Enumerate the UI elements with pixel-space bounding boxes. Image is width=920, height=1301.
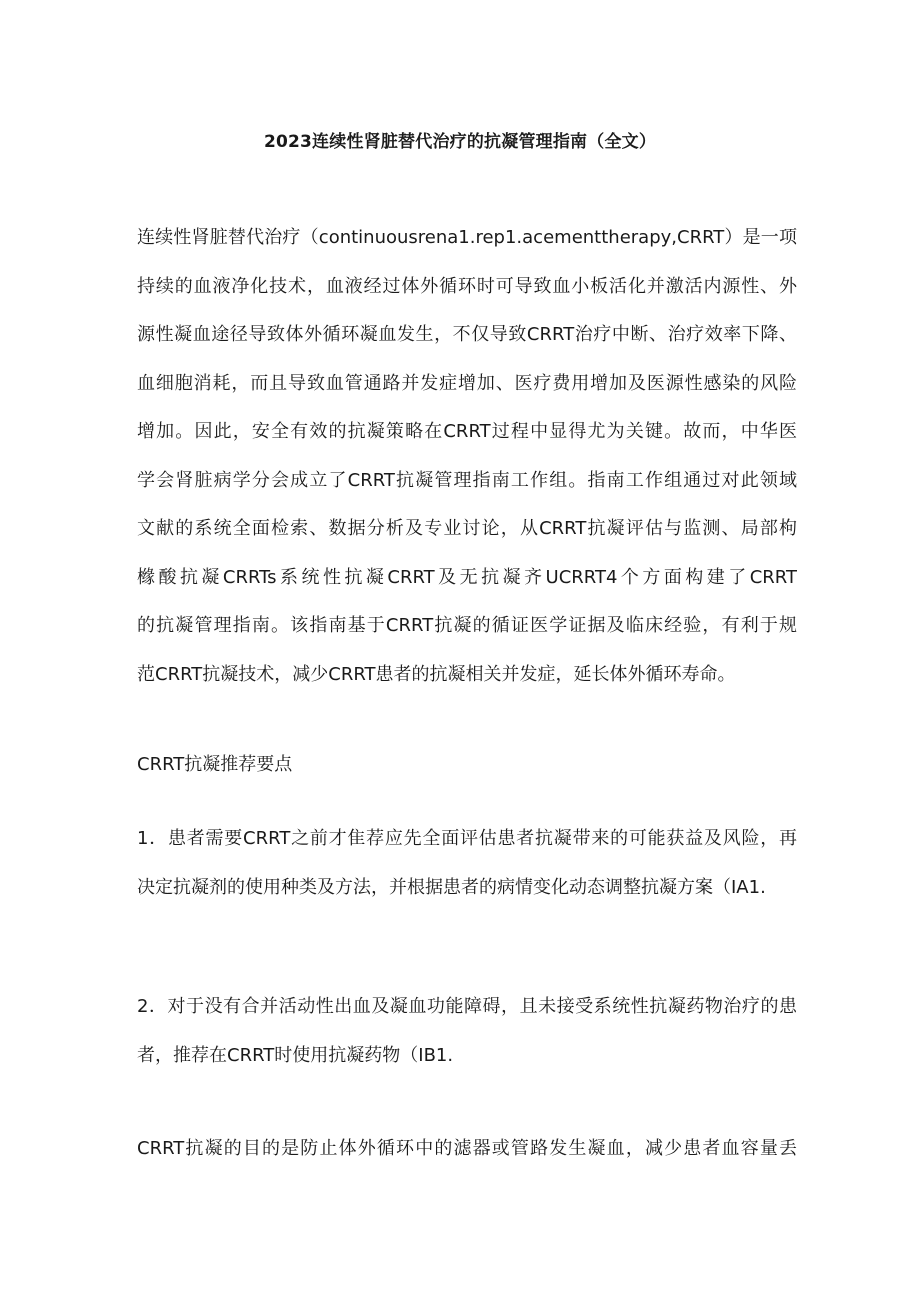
paragraph-line: 持续的血液净化技术，血液经过体外循环时可导致血小板活化并激活内源性、外 xyxy=(137,275,797,297)
paragraph-line: 血细胞消耗，而且导致血管通路并发症增加、医疗费用增加及医源性感染的风险 xyxy=(137,372,797,394)
recommendation-item-2 xyxy=(137,983,797,1080)
document-title: 2023连续性肾脏替代治疗的抗凝管理指南（全文） xyxy=(263,132,657,152)
section-heading-text: CRRT抗凝推荐要点 xyxy=(137,754,293,775)
closing-paragraph xyxy=(137,1125,797,1174)
paragraph-line: 源性凝血途径导致体外循环凝血发生，不仅导致CRRT治疗中断、治疗效率下降、 xyxy=(137,324,797,345)
paragraph-line: 2．对于没有合并活动性出血及凝血功能障碍，且未接受系统性抗凝药物治疗的患 xyxy=(137,996,797,1017)
section-heading xyxy=(137,741,797,790)
paragraph-line: 文献的系统全面检索、数据分析及专业讨论，从CRRT抗凝评估与监测、局部枸 xyxy=(137,518,797,539)
paragraph-line: 学会肾脏病学分会成立了CRRT抗凝管理指南工作组。指南工作组通过对此领域 xyxy=(137,469,797,491)
paragraph-line: 范CRRT抗凝技术，减少CRRT患者的抗凝相关并发症，延长体外循环寿命。 xyxy=(137,663,736,685)
paragraph-line: 决定抗凝剂的使用种类及方法，并根据患者的病情变化动态调整抗凝方案（IA1. xyxy=(137,876,766,898)
paragraph-line: 的抗凝管理指南。该指南基于CRRT抗凝的循证医学证据及临床经验，有利于规 xyxy=(137,615,797,636)
paragraph-line: 连续性肾脏替代治疗（continuousrena1.rep1.acementtherapy,CRRT）是一项 xyxy=(137,227,797,248)
paragraph-line: CRRT抗凝的目的是防止体外循环中的滤器或管路发生凝血，减少患者血容量丢 xyxy=(137,1138,797,1159)
recommendation-item-1 xyxy=(137,815,797,912)
paragraph-line: 橼酸抗凝CRRTs系统性抗凝CRRT及无抗凝齐UCRRT4个方面构建了CRRT xyxy=(137,566,797,588)
intro-paragraph xyxy=(137,214,797,699)
paragraph-line: 1．患者需要CRRT之前才隹荐应先全面评估患者抗凝带来的可能获益及风险，再 xyxy=(137,828,797,849)
paragraph-line: 者，推荐在CRRT时使用抗凝药物（IB1. xyxy=(137,1044,454,1066)
paragraph-line: 增加。因此，安全有效的抗凝策略在CRRT过程中显得尤为关键。故而，中华医 xyxy=(137,421,797,442)
